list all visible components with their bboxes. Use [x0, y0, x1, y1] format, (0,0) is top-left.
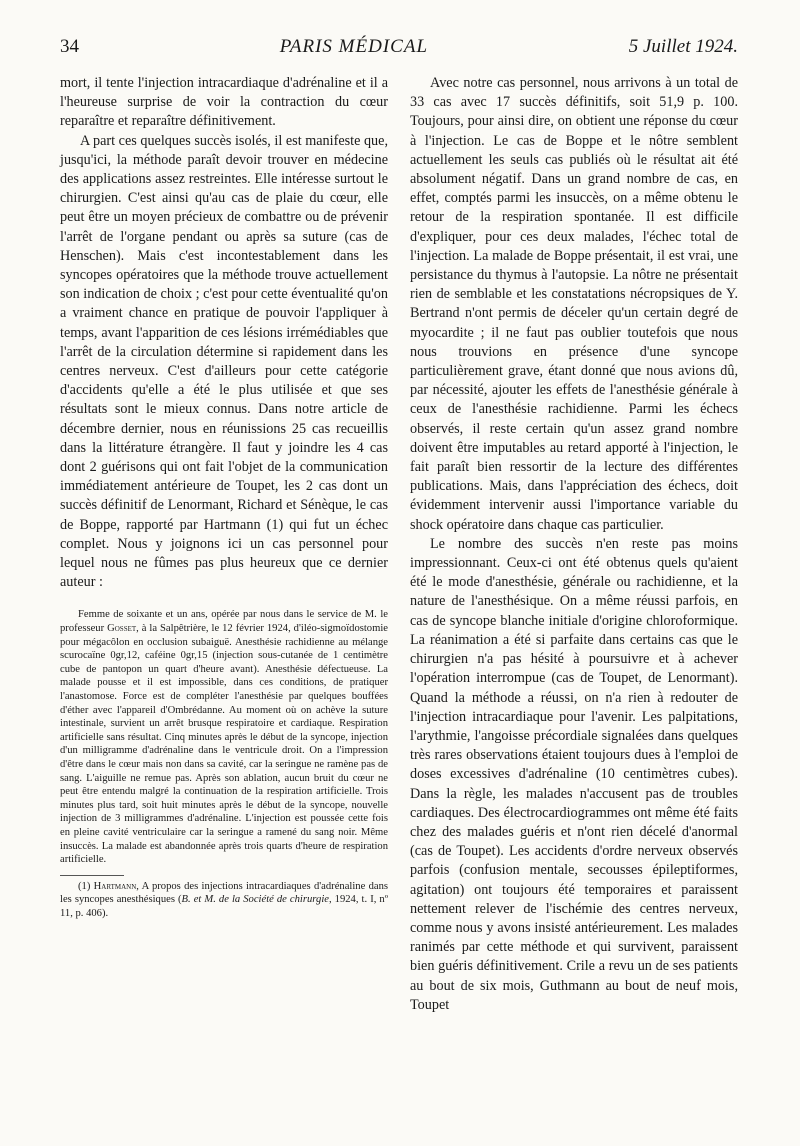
author-name: Gosset: [107, 623, 137, 635]
paragraph: Le nombre des succès n'en reste pas moins impressionnant. Ceux-ci ont été obtenus quels qu'aient été le mode d'anesthésie, générale ou rachidienne, et la nature de l'anesthésique. On a même réussi parfois, en cas de syncope blanche initiale d'origine chloroformique. La réanimation a été si parfaite dans certains cas que le chirurgien n'a pas hésité à poursuivre et à achever l'opération interrompue (cas de Toupet, de Lenormant). Quand la méthode a réussi, on n'a rien à redouter de l'injection intracardiaque pour l'avenir. Les palpitations, l'arythmie, l'angoisse précordiale signalées dans quelques très rares observations étaient toujours dues à l'emploi de doses excessives d'adrénaline (10 centimètres cubes). Dans la règle, les malades n'accusent pas de troubles cardiaques. Des électrocardiogrammes ont même été faits chez des malades guéris et n'ont rien décelé d'anormal (cas de Toupet). Les accidents d'ordre nerveux observés parfois (confusion mentale, secousses épileptiformes, agitation) ont toujours été temporaires et paraissent nettement relever de l'ischémie des centres nerveux, comme nous y avons insisté antérieurement. Les malades ranimés par cette méthode et qui survivent, paraissent bien guéris définitivement. Crile a revu un de ses patients au bout de six mois, Guthmann au bout de neuf mois, Toupet: [410, 535, 738, 1013]
case-report: [60, 608, 388, 866]
footnote-journal: B. et M. de la Société de chirurgie: [181, 894, 329, 906]
footnote-text: (1) Hartmann, A propos des injections intracardiaques d'adrénaline dans les syncopes anesthésiques (B. et M. de la Société de chirurgie, 1924, t. I, nº 11, p. 406).: [60, 880, 388, 919]
right-column: [410, 74, 738, 1015]
paragraph: mort, il tente l'injection intracardiaque d'adrénaline et il a l'heureuse surprise de voir la contraction du cœur reparaître et reparaître définitivement.: [60, 75, 388, 130]
page-number: 34: [60, 36, 79, 57]
footnote: [60, 880, 388, 920]
page-header: [60, 36, 738, 66]
footnote-divider: [60, 875, 124, 876]
case-report-text: Femme de soixante et un ans, opérée par nous dans le service de M. le professeur Gosset, à la Salpêtrière, le 12 février 1924, d'iléo-sigmoïdostomie pour mégacôlon en occlusion subaiguë. Anesthésie rachidienne au mélange scurocaïne 0gr,12, caféine 0gr,15 (injection sous-cutanée de 1 centimètre cube de pantopon un quart d'heure avant). Anesthésie défectueuse. La malade pousse et il est impossible, dans ces conditions, de pratiquer l'anastomose. Force est de compléter l'anesthésie par quelques bouffées d'éther avec l'appareil d'Ombrédanne. Au moment où on achève la suture intestinale, survient un arrêt brusque respiratoire et cardiaque. Respiration artificielle sans résultat. Cinq minutes après le début de la syncope, injection d'un milligramme d'adrénaline dans le ventricule droit. On a l'impression d'être dans le cœur mais non dans sa cavité, car la seringue ne ramène pas de sang. L'aiguille ne remue pas. Après son ablation, aucun bruit du cœur ne peut être entendu malgré la continuation de la respiration artificielle. Trois minutes plus tard, soit huit minutes après le début de la syncope, nouvelle injection de 3 milligrammes d'adrénaline. L'injection est poussée cette fois en pleine cavité ventriculaire car la seringue a ramené du sang noir. Même insuccès. La malade est abandonnée après trois quarts d'heure de respiration artificielle.: [60, 609, 388, 866]
journal-title: PARIS MÉDICAL: [279, 36, 429, 57]
left-column: [60, 74, 388, 920]
paragraph: Avec notre cas personnel, nous arrivons à un total de 33 cas avec 17 succès définitifs, soit 51,9 p. 100. Toujours, pour ainsi dire, on obtient une réponse du cœur à l'injection. Le cas de Boppe et le nôtre semblent actuellement les seuls cas publiés où le résultat ait été absolument négatif. Dans un grand nombre de cas, en effet, comptés parmi les insuccès, on a même obtenu le retour de la respiration spontanée. Il est difficile d'expliquer, pour ces deux malades, l'échec total de l'injection. La malade de Boppe présentait, il est vrai, une persistance du thymus à l'autopsie. La nôtre ne présentait rien de semblable et les constatations nécropsiques de Y. Bertrand n'ont permis de déceler qu'un certain degré de myocardite ; il ne faut pas oublier toutefois que nous nous trouvions en présence d'une syncope particulièrement grave, étant donné que nous avions dû, par nécessité, ajouter les effets de l'anesthésie générale à ceux de l'anesthésie rachidienne. Parmi les échecs observés, il reste certain qu'un assez grand nombre doivent être imputables au retard apporté à l'injection, le fait paraît bien ressortir de la lecture des différentes publications. Mais, dans l'appréciation des échecs, doit évidemment intervenir aussi l'importance variable du shock opératoire dans chaque cas particulier.: [410, 75, 738, 533]
footnote-author: Hartmann: [93, 880, 137, 892]
paragraph: A part ces quelques succès isolés, il est manifeste que, jusqu'ici, la méthode paraît devoir trouver en médecine des applications assez restreintes. Elle intéresse surtout le chirurgien. C'est ainsi qu'au cas de plaie du cœur, elle peut être un moyen précieux de combattre ou de prévenir l'arrêt de l'organe pendant ou après sa suture (cas de Henschen). Mais c'est incontestablement dans les syncopes opératoires que la méthode trouve actuellement son indication de choix ; c'est pour cette éventualité qu'on a vraiment chance en pratique de pouvoir l'appliquer à temps, avant l'apparition de ces lésions irrémédiables que l'arrêt de la circulation détermine si rapidement dans les centres nerveux. C'est d'ailleurs pour cette catégorie d'accidents qu'elle a été le plus utilisée et que ses résultats sont le mieux connus. Dans notre article de décembre dernier, nous en réunissions 25 cas recueillis dans la littérature étrangère. Il faut y joindre les 4 cas dont 2 guérisons qui ont fait l'objet de la communication immédiatement antérieure de Toupet, les 2 cas dont un succès définitif de Lenormant, Richard et Sénèque, le cas de Boppe, rapporté par Hartmann (1) qui fut un échec complet. Nous y joignons ici un cas personnel pour lequel nous ne fûmes pas plus heureux que ce dernier auteur :: [60, 132, 388, 591]
issue-date: 5 Juillet 1924.: [628, 36, 738, 57]
